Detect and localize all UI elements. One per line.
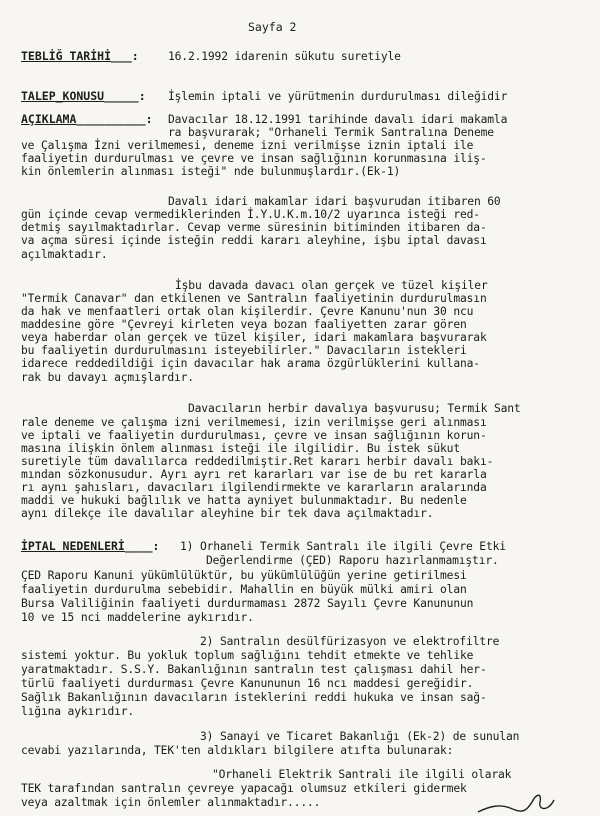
- text-line: Değerlendirme (ÇED) Raporu hazırlanmamıştır.: [206, 554, 499, 567]
- text-line: 3) Sanayi ve Ticaret Bakanlığı (Ek-2) de sunulan: [200, 730, 520, 743]
- text-line: yaratmaktadır. S.S.Y. Bakanlığının santralın test çalışması dahil her-: [21, 663, 487, 676]
- text-line: veya haberdar olan gerçek ve tüzel kişiler, idari makamlara başvurarak: [21, 331, 487, 344]
- text-line: Sağlık Bakanlığının davacıların isteklerini reddi hukuka ve insan sağ-: [21, 691, 487, 704]
- teblig-separator: ___:: [111, 49, 139, 63]
- text-line: ÇED Raporu Kanuni yükümlülüktür, bu yükümlülüğün yerine getirilmesi: [21, 569, 467, 582]
- text-line: TEK tarafından santralın çevreye yapacağı olumsuz etkileri gidermek: [21, 782, 467, 795]
- text-line: cevabi yazılarında, TEK'ten aldıkları bilgilere atıfta bulunarak:: [21, 744, 454, 757]
- text-line: ve iptali ve faaliyetin durdurulması, çevre ve insan sağlığının korun-: [21, 429, 487, 442]
- text-line: idarece reddedildiği için davacılar hak arama özgürlüklerini kullana-: [21, 357, 480, 370]
- text-line: suretiyle tüm davalılarca reddedilmiştir.Ret kararı herbir davalı bakı-: [21, 455, 494, 468]
- iptal-label: İPTAL NEDENLERİ: [21, 539, 125, 553]
- page-number: Sayfa 2: [248, 20, 297, 34]
- text-line: İşbu davada davacı olan gerçek ve tüzel kişiler: [175, 279, 488, 292]
- text-line: lığına aykırıdır.: [21, 705, 135, 718]
- aciklama-label: AÇIKLAMA: [21, 112, 77, 126]
- iptal-row: [21, 540, 159, 553]
- text-line: rı aynı şahısları, davacıları ilgilendirmekte ve kararların aralarında: [21, 481, 487, 494]
- text-line: aynı dilekçe ile davalılar aleyhine bir tek dava açılmaktadır.: [21, 507, 434, 520]
- text-line: faaliyetin durdurulma sebebidir. Mahallin en büyük mülki amiri olan: [21, 583, 467, 596]
- signature-mark: [470, 788, 580, 816]
- talep-value: İşlemin iptali ve yürütmenin durdurulması dileğidir: [168, 90, 508, 103]
- text-line: Davalı idari makamlar idari başvurudan itibaren 60: [168, 195, 501, 208]
- text-line: Bursa Valiliğinin faaliyeti durdurmaması 2872 Sayılı Çevre Kanununun: [21, 597, 474, 610]
- aciklama-row: [21, 113, 153, 126]
- text-line: bu faaliyetin durdurulmasını isteyebilirler." Davacıların istekleri: [21, 344, 467, 357]
- text-line: kin önlemlerin alınması isteği" nde bulunmuşlardır.(Ek-1): [21, 165, 401, 178]
- text-line: ra başvurarak; "Orhaneli Termik Santralına Deneme: [168, 126, 494, 139]
- text-line: va açma süresi içinde isteğin reddi kararı aleyhine, işbu iptal davası: [21, 234, 487, 247]
- text-line: da hak ve menfaatleri ortak olan kişilerdir. Çevre Kanunu'nun 30 ncu: [21, 305, 474, 318]
- talep-row: [21, 90, 146, 103]
- text-line: maddi ve hukuki bağlılık ve hatta ayniyet bulunmaktadır. Bu nedenle: [21, 494, 467, 507]
- talep-separator: _____:: [104, 89, 146, 103]
- text-line: "Orhaneli Elektrik Santrali ile ilgili olarak: [212, 768, 512, 781]
- aciklama-separator: __________:: [76, 112, 153, 126]
- text-line: mından sözkonusudur. Ayrı ayrı ret kararları var ise de bu ret kararla: [21, 468, 487, 481]
- text-line: "Termik Canavar" dan etkilenen ve Santralın faaliyetinin durdurulmasın: [21, 292, 487, 305]
- text-line: faaliyetin durdurulması ve çevre ve insan sağlığının korunmasına iliş-: [21, 152, 487, 165]
- text-line: ve Çalışma İzni verilmemesi, deneme izni verilmişse iznin iptali ile: [21, 139, 474, 152]
- teblig-label: TEBLİĞ TARİHİ: [21, 49, 112, 63]
- text-line: veya azaltmak için önlemler alınmaktadır.....: [21, 796, 321, 809]
- text-line: 10 ve 15 nci maddelerine aykırıdır.: [21, 611, 254, 624]
- text-line: rale deneme ve çalışma izni verilmemesi, izin verilmişse geri alınması: [21, 416, 487, 429]
- text-line: 1) Orhaneli Termik Santralı ile ilgili Çevre Etki: [180, 540, 506, 553]
- text-line: detmiş sayılmaktadırlar. Cevap verme süresinin bitiminden itibaren da-: [21, 221, 487, 234]
- teblig-row: [21, 50, 139, 63]
- text-line: rak bu davayı açmışlardır.: [21, 371, 194, 384]
- talep-label: TALEP_KONUSU: [21, 89, 105, 103]
- iptal-separator: ____:: [124, 539, 160, 553]
- text-line: gün içinde cevap vermediklerinden İ.Y.U.K.m.10/2 uyarınca isteği red-: [21, 208, 480, 221]
- teblig-value: 16.2.1992 idarenin sükutu suretiyle: [168, 50, 401, 63]
- text-line: Davacılar 18.12.1991 tarihinde davalı idari makamla: [168, 113, 508, 126]
- text-line: sistemi yoktur. Bu yokluk toplum sağlığını tehdit etmekte ve tehlike: [21, 649, 474, 662]
- text-line: 2) Santralın desülfürizasyon ve elektrofiltre: [200, 635, 500, 648]
- text-line: maddesine göre "Çevreyi kirleten veya bozan faaliyetten zarar gören: [21, 318, 467, 331]
- text-line: masına ilişkin önlem alınması isteği ile ilgilidir. Bu istek sükut: [21, 442, 460, 455]
- text-line: açılmaktadır.: [21, 248, 108, 261]
- text-line: Davacıların herbir davalıya başvurusu; Termik Sant: [188, 402, 521, 415]
- text-line: türlü faaliyeti durdurması Çevre Kanununun 16 ncı maddesi gereğidir.: [21, 677, 474, 690]
